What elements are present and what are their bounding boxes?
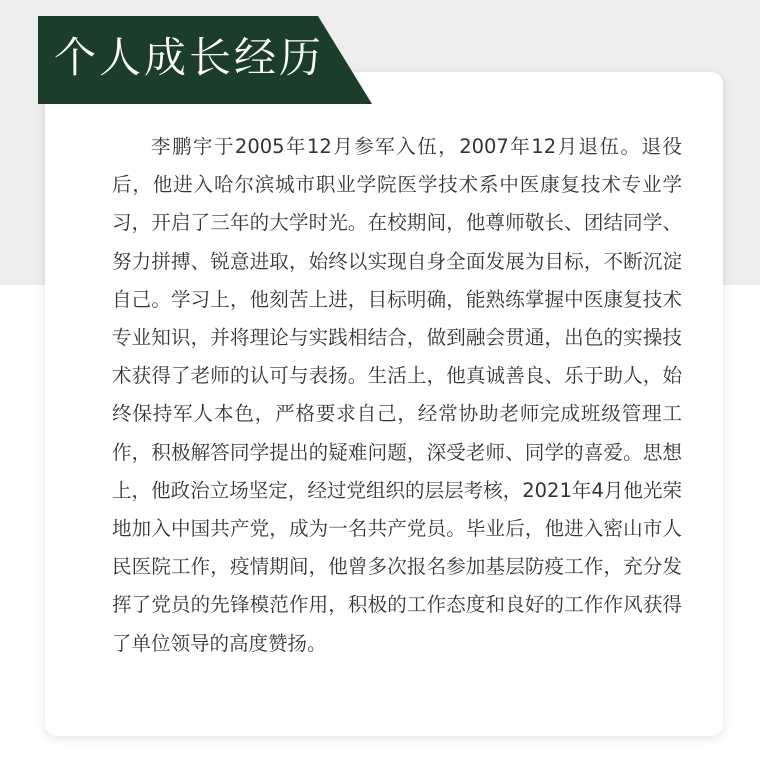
biography-paragraph: 李鹏宇于2005年12月参军入伍，2007年12月退伍。退役后，他进入哈尔滨城市职业学院医学技术系中医康复技术专业学习，开启了三年的大学时光。在校期间，他尊师敬长、团结同学、努力拼搏、锐意进取，始终以实现自身全面发展为目标，不断沉淀自己。学习上，他刻苦上进，目标明确，能熟练掌握中医康复技术专业知识，并将理论与实践相结合，做到融会贯通，出色的实操技术获得了老师的认可与表扬。生活上，他真诚善良、乐于助人，始终保持军人本色，严格要求自己，经常协助老师完成班级管理工作，积极解答同学提出的疑难问题，深受老师、同学的喜爱。思想上，他政治立场坚定，经过党组织的层层考核，2021年4月他光荣地加入中国共产党，成为一名共产党员。毕业后，他进入密山市人民医院工作，疫情期间，他曾多次报名参加基层防疫工作，充分发挥了党员的先锋模范作用，积极的工作态度和良好的工作作风获得了单位领导的高度赞扬。 bbox=[112, 135, 682, 655]
page-title: 个人成长经历 bbox=[54, 33, 325, 82]
